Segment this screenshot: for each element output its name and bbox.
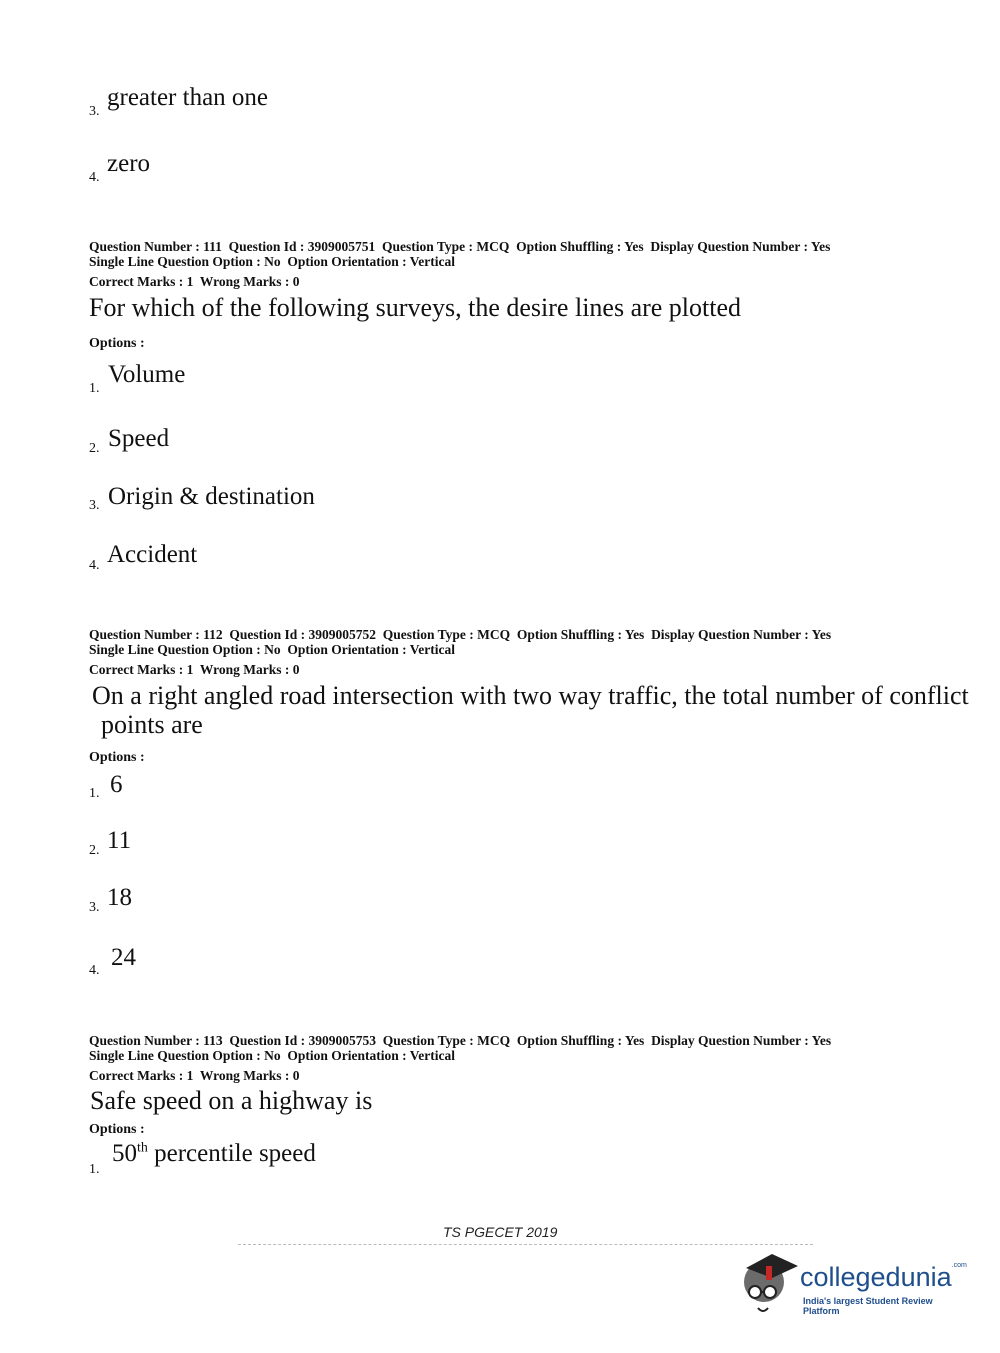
option-number: 3. [89,104,100,119]
options-label: Options : [89,750,145,765]
question-meta-line2: Single Line Question Option : No Option Orientation : Vertical [89,254,456,269]
logo-suffix: .com [951,1262,967,1269]
option-number: 2. [89,843,100,858]
question-text: Safe speed on a highway is [90,1086,373,1115]
option-number: 4. [89,558,100,573]
logo-wordmark [800,1262,967,1293]
option-number: 2. [89,441,100,456]
question-marks: Correct Marks : 1 Wrong Marks : 0 [89,662,300,677]
option-text: 6 [110,771,123,798]
option-text: greater than one [107,84,269,111]
option-text: Speed [108,425,170,452]
question-text-line1: On a right angled road intersection with two way traffic, the total number of conflict [92,681,969,710]
question-marks: Correct Marks : 1 Wrong Marks : 0 [89,1068,300,1083]
option-text-superscript: th [137,1140,148,1156]
option-text-value: 50 [112,1140,137,1167]
footer-divider [238,1244,813,1245]
footer-exam-title: TS PGECET 2019 [443,1224,558,1240]
option-text: zero [107,150,151,177]
collegedunia-logo [742,1248,967,1318]
option-text: Volume [108,361,186,388]
option-number: 4. [89,170,100,185]
question-text: For which of the following surveys, the desire lines are plotted [89,293,742,322]
question-meta-line2: Single Line Question Option : No Option Orientation : Vertical [89,642,456,657]
question-meta-line2: Single Line Question Option : No Option Orientation : Vertical [89,1048,456,1063]
question-meta-line1: Question Number : 113 Question Id : 3909005753 Question Type : MCQ Option Shuffling : Yes Display Question Number : Yes [89,1033,832,1048]
options-label: Options : [89,1122,145,1137]
option-text: 24 [111,944,136,971]
option-number: 4. [89,963,100,978]
question-marks: Correct Marks : 1 Wrong Marks : 0 [89,274,300,289]
option-number: 1. [89,786,100,801]
option-number: 3. [89,900,100,915]
option-number: 1. [89,1162,100,1177]
question-meta-line1: Question Number : 112 Question Id : 3909005752 Question Type : MCQ Option Shuffling : Yes Display Question Number : Yes [89,627,832,642]
option-text [112,1140,316,1168]
option-text: Accident [107,541,198,568]
option-number: 3. [89,498,100,513]
option-text: Origin & destination [108,483,315,510]
graduate-mascot-icon [742,1248,802,1316]
option-number: 1. [89,381,100,396]
logo-tagline: India's largest Student Review Platform [803,1296,933,1316]
option-text: 18 [107,884,132,911]
question-meta-line1: Question Number : 111 Question Id : 3909005751 Question Type : MCQ Option Shuffling : Yes Display Question Number : Yes [89,239,831,254]
options-label: Options : [89,336,145,351]
logo-name: collegedunia [800,1262,952,1292]
question-text-line2: points are [101,710,203,739]
option-text-rest: percentile speed [147,1140,316,1167]
option-text: 11 [107,827,132,854]
